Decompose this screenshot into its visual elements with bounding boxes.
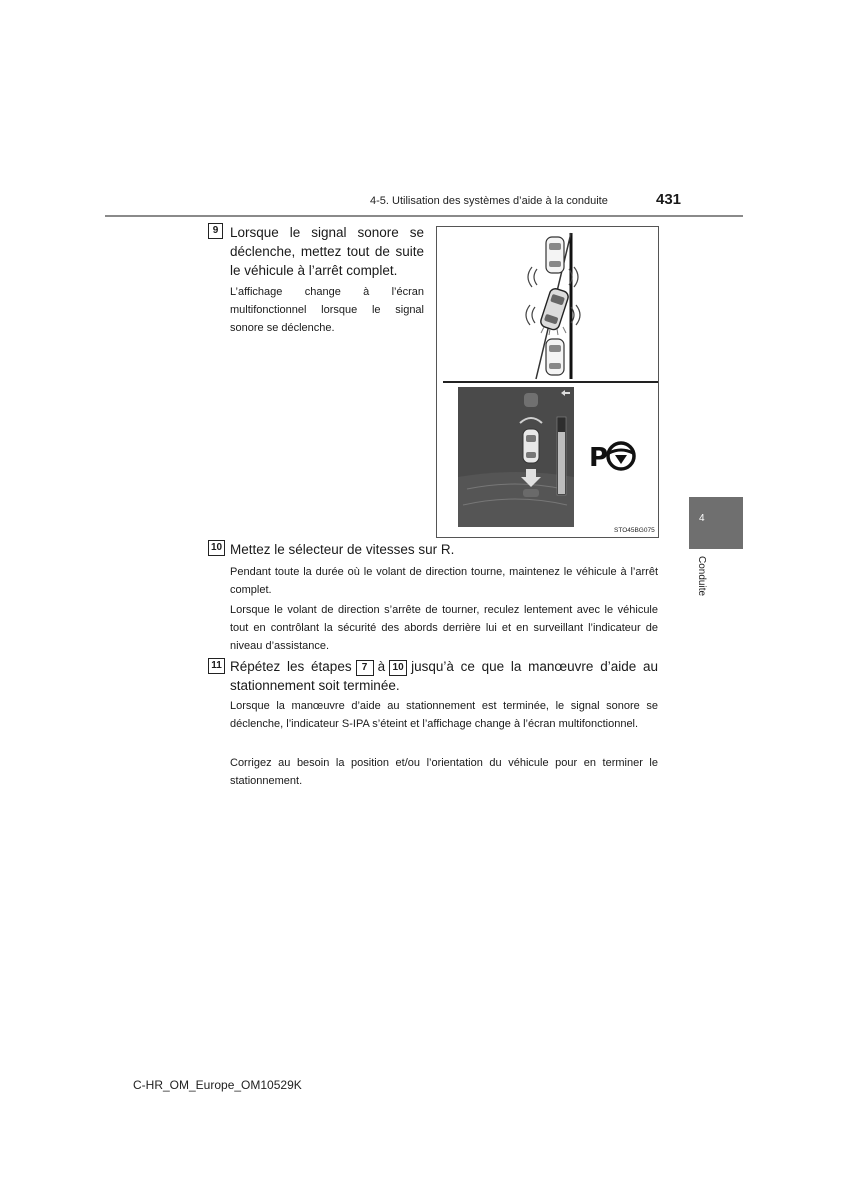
step-10-note-2: Lorsque le volant de direction s’arrête de tourner, reculez lentement avec le véhicule tout en contrôlant la sécurité des abords derrière lui et en surveillant l’indicateur de niveau d’assistance. — [230, 604, 658, 652]
s-ipa-p-symbol: P — [589, 443, 609, 473]
step-11-text-after: jusqu’à ce que la manœuvre d’aide au stationnement soit terminée. — [230, 659, 658, 693]
document-code: C-HR_OM_Europe_OM10529K — [133, 1078, 302, 1092]
page-number: 431 — [656, 191, 682, 208]
step-10-text: Mettez le sélecteur de vitesses sur R. — [230, 542, 455, 557]
parked-car-front-icon — [546, 237, 564, 273]
s-ipa-indicator — [589, 443, 634, 473]
step-badge-10: 10 — [208, 540, 225, 556]
step-9-note: L’affichage change à l’écran multifonctionnel lorsque le signal sonore se déclenche. — [230, 286, 424, 334]
header-rule — [105, 215, 743, 217]
assistance-level-indicator — [557, 417, 566, 495]
parked-car-rear-icon — [546, 339, 564, 375]
step-ref-7: 7 — [356, 660, 374, 676]
multi-info-display — [458, 387, 574, 527]
figure-code: STO45BG075 — [614, 527, 655, 534]
step-11-text-before: Répétez les étapes — [230, 659, 352, 674]
step-badge-9: 9 — [208, 223, 223, 239]
chapter-number: 4 — [699, 513, 705, 524]
step-11-text-mid: à — [377, 659, 386, 674]
parking-diagram-svg — [437, 227, 658, 537]
step-11-note-1: Lorsque la manœuvre d’aide au stationnement est terminée, le signal sonore se déclenche, l’indicateur S-IPA s’éteint et l’affichage change à l’écran multifonctionnel. — [230, 700, 658, 730]
chapter-label: Conduite — [696, 556, 707, 597]
step-11-note-2: Corrigez au besoin la position et/ou l’orientation du véhicule pour en terminer le stationnement. — [230, 757, 658, 787]
step-9-text: Lorsque le signal sonore se déclenche, mettez tout de suite le véhicule à l’arrêt complet. — [230, 225, 424, 278]
step-10-note-1: Pendant toute la durée où le volant de direction tourne, maintenez le véhicule à l’arrêt complet. — [230, 566, 658, 596]
steering-wheel-icon — [608, 443, 634, 469]
parking-illustration — [436, 226, 659, 538]
section-header: 4-5. Utilisation des systèmes d’aide à la conduite — [370, 195, 608, 207]
maneuvering-car-icon — [539, 287, 569, 331]
chapter-tab — [689, 497, 743, 549]
step-badge-11: 11 — [208, 658, 225, 674]
step-11-text — [230, 657, 658, 695]
step-ref-10: 10 — [389, 660, 407, 676]
